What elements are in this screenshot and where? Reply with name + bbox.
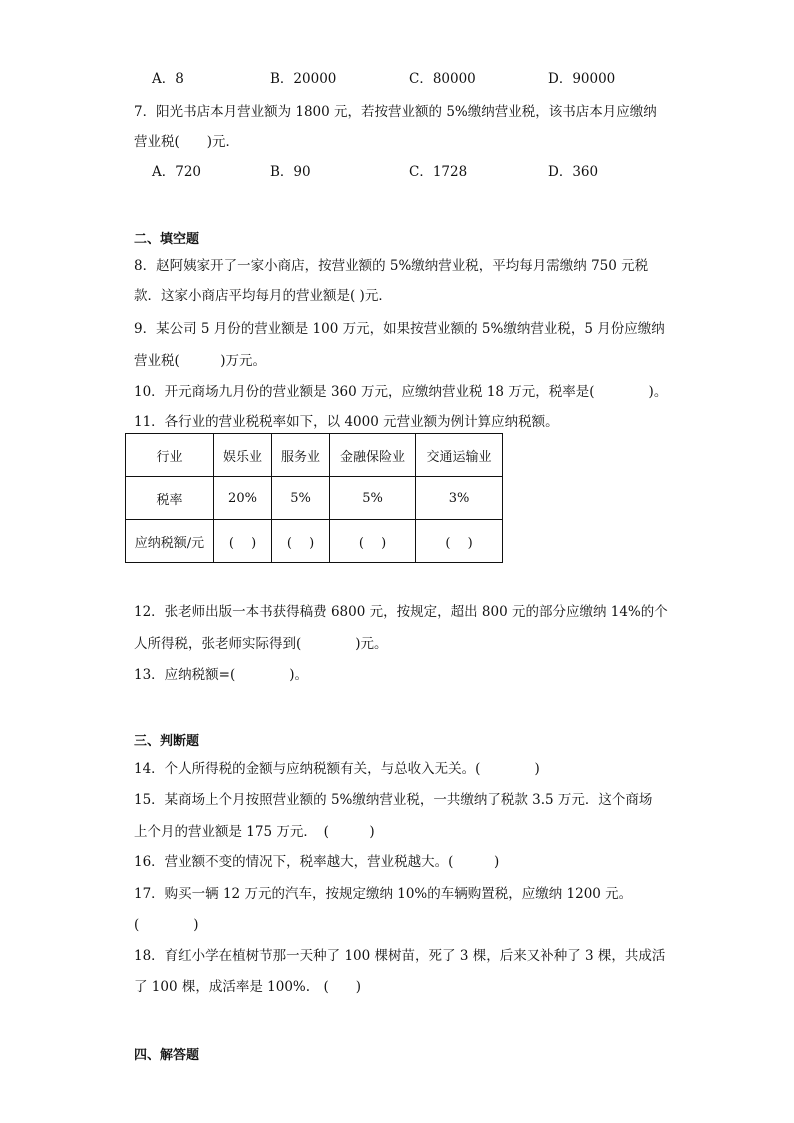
- table-header-cell: 行业: [126, 434, 214, 477]
- table-cell: 应纳税额/元: [126, 520, 214, 563]
- section-title-true-false: 三、判断题: [134, 734, 200, 749]
- answer-blank: ( ): [330, 520, 416, 563]
- table-header-cell: 交通运输业: [416, 434, 503, 477]
- table-header-cell: 金融保险业: [330, 434, 416, 477]
- table-header-cell: 服务业: [272, 434, 330, 477]
- q10-text: 10．开元商场九月份的营业额是 360 万元，应缴纳营业税 18 万元，税率是( )。: [134, 384, 668, 400]
- q7-option-c: C．1728: [409, 164, 468, 180]
- q9-text-line2: 营业税( )万元。: [134, 353, 267, 369]
- q6-option-d: D．90000: [548, 71, 616, 87]
- q12-text-line2: 人所得税，张老师实际得到( )元。: [134, 636, 388, 652]
- table-cell: 20%: [214, 477, 272, 520]
- tax-rate-table: [125, 433, 503, 563]
- table-cell: 3%: [416, 477, 503, 520]
- q14-text: 14．个人所得税的金额与应纳税额有关，与总收入无关。( ): [134, 761, 540, 777]
- answer-blank: ( ): [272, 520, 330, 563]
- q6-option-b: B．20000: [270, 71, 337, 87]
- section-title-fill-blank: 二、填空题: [134, 232, 200, 247]
- q7-option-a: A．720: [152, 164, 202, 180]
- q11-text: 11．各行业的营业税税率如下，以 4000 元营业额为例计算应纳税额。: [134, 414, 559, 430]
- q7-option-d: D．360: [548, 164, 599, 180]
- table-header-cell: 娱乐业: [214, 434, 272, 477]
- table-row: [126, 477, 503, 520]
- q7-option-b: B．90: [270, 164, 311, 180]
- table-cell: 5%: [330, 477, 416, 520]
- table-cell: 5%: [272, 477, 330, 520]
- q12-text-line1: 12．张老师出版一本书获得稿费 6800 元，按规定，超出 800 元的部分应缴纳 14%的个: [134, 604, 668, 620]
- q18-text-line2: 了 100 棵，成活率是 100%. ( ): [134, 979, 362, 995]
- q7-text-line1: 7．阳光书店本月营业额为 1800 元，若按营业额的 5%缴纳营业税，该书店本月应缴纳: [134, 104, 657, 120]
- q13-text: 13．应纳税额=( )。: [134, 667, 309, 683]
- q15-text-line1: 15．某商场上个月按照营业额的 5%缴纳营业税，一共缴纳了税款 3.5 万元．这个商场: [134, 792, 653, 808]
- q6-option-c: C．80000: [409, 71, 476, 87]
- answer-blank: ( ): [416, 520, 503, 563]
- answer-blank: ( ): [214, 520, 272, 563]
- q9-text-line1: 9．某公司 5 月份的营业额是 100 万元，如果按营业额的 5%缴纳营业税，5 月份应缴纳: [134, 321, 665, 337]
- q17-text-line2: ( ): [134, 917, 199, 933]
- table-row: [126, 434, 503, 477]
- section-title-solve: 四、解答题: [134, 1048, 200, 1063]
- q18-text-line1: 18．育红小学在植树节那一天种了 100 棵树苗，死了 3 棵，后来又补种了 3 棵，共成活: [134, 948, 666, 964]
- table-cell: 税率: [126, 477, 214, 520]
- table-row: [126, 520, 503, 563]
- q15-text-line2: 上个月的营业额是 175 万元． ( ): [134, 824, 375, 840]
- q6-option-a: A．8: [152, 71, 184, 87]
- q7-text-line2: 营业税( )元．: [134, 134, 240, 150]
- q16-text: 16．营业额不变的情况下，税率越大，营业税越大。( ): [134, 854, 500, 870]
- q8-text-line2: 款．这家小商店平均每月的营业额是( )元．: [134, 288, 392, 304]
- q8-text-line1: 8．赵阿姨家开了一家小商店，按营业额的 5%缴纳营业税，平均每月需缴纳 750 元税: [134, 258, 649, 274]
- q17-text-line1: 17．购买一辆 12 万元的汽车，按规定缴纳 10%的车辆购置税，应缴纳 1200 元。: [134, 886, 633, 902]
